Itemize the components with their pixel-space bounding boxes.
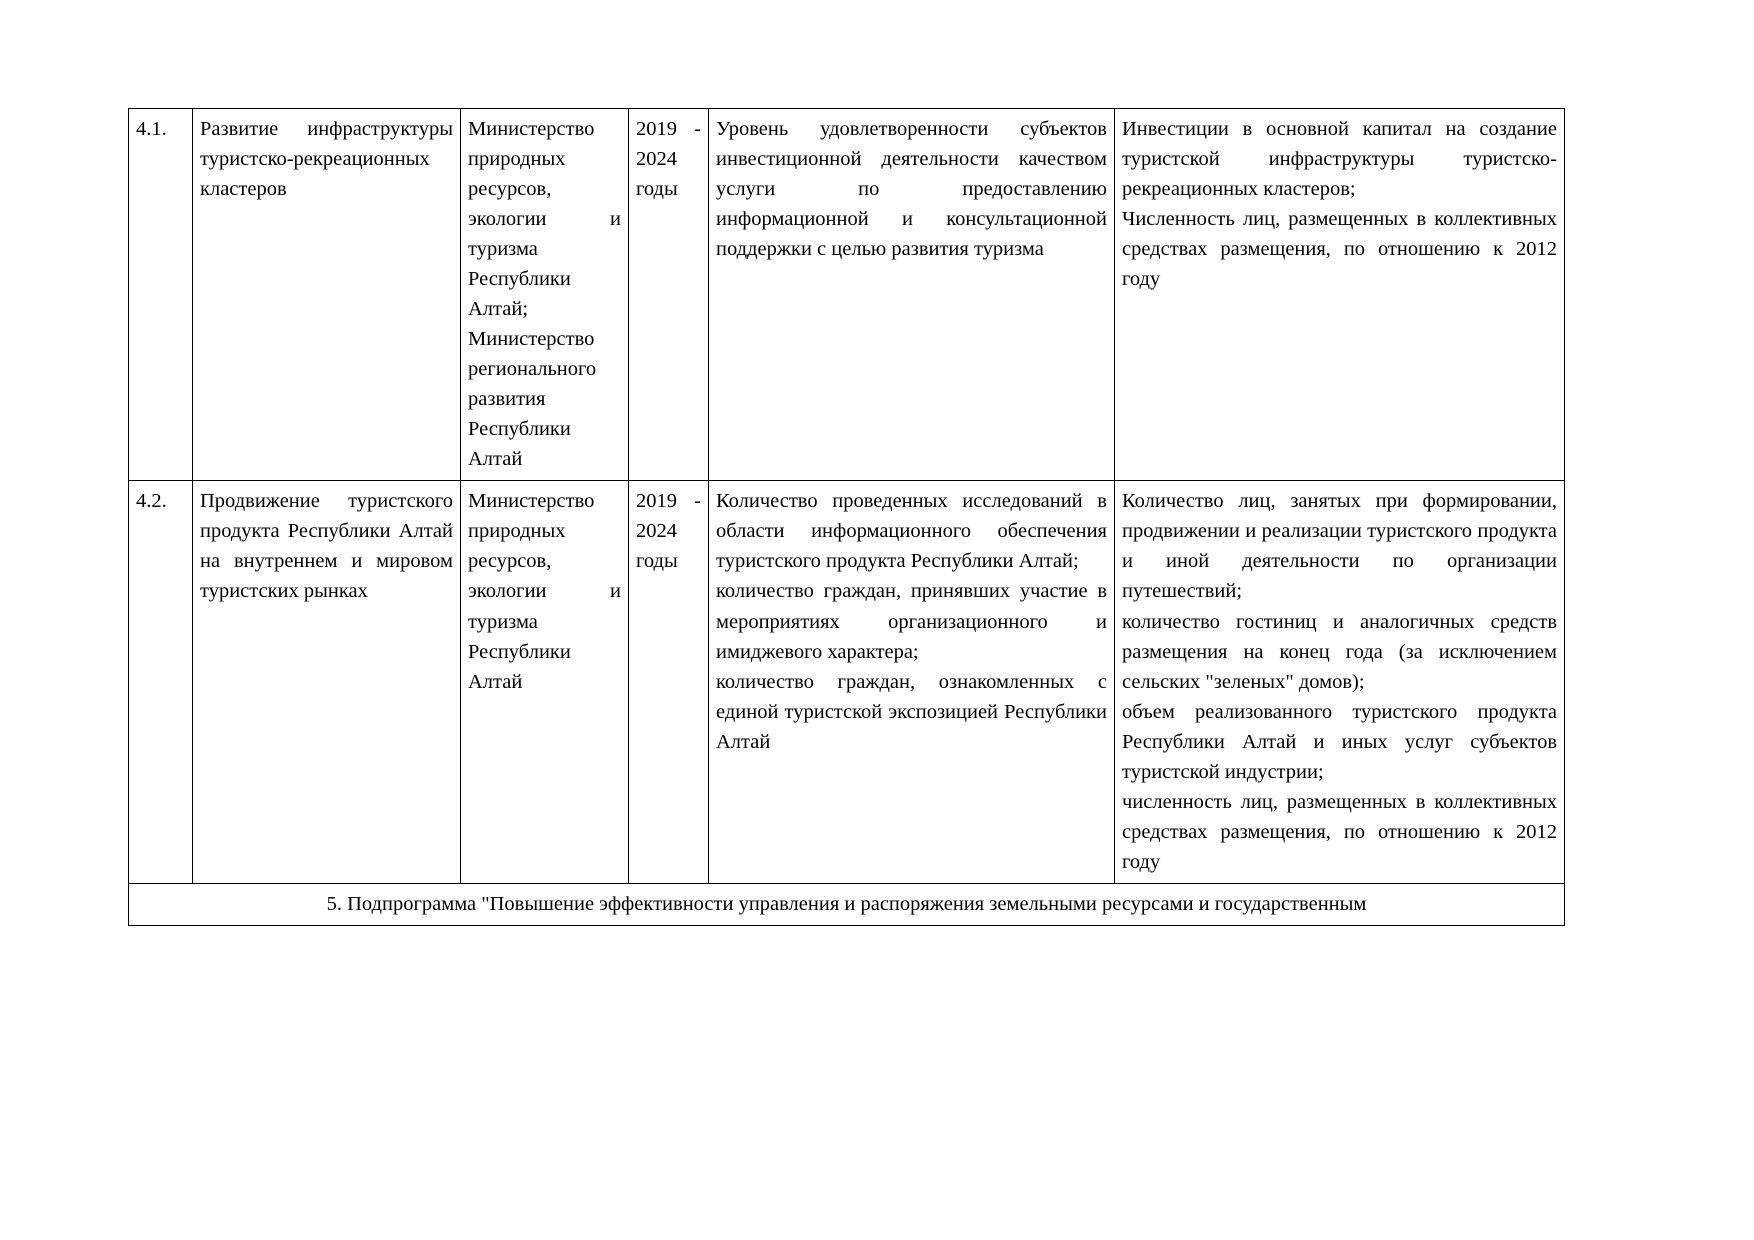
row-number-cell — [129, 109, 193, 481]
program-activities-table — [128, 108, 1565, 926]
row-number: 4.1. — [136, 118, 167, 140]
row-number-cell — [129, 481, 193, 883]
table-row — [129, 109, 1565, 481]
activity-name: Продвижение туристского продукта Республики Алтай на внутреннем и мировом туристских рынках — [200, 490, 453, 603]
indicator-line: количество граждан, ознакомленных с единой туристской экспозицией Республики Алтай — [716, 670, 1107, 753]
activity-name-cell — [193, 481, 461, 883]
indicator-line: количество граждан, принявших участие в мероприятиях организационного и имиджевого характера; — [716, 580, 1107, 663]
executor-line: Министерство регионального развития Республики Алтай — [468, 328, 597, 471]
indicator-cell — [709, 109, 1115, 481]
activity-name-cell — [193, 109, 461, 481]
result-line: Инвестиции в основной капитал на создание туристской инфраструктуры туристско-рекреационных кластеров; — [1122, 118, 1557, 201]
executor-cell — [461, 109, 629, 481]
subprogram-heading-cell — [129, 883, 1565, 925]
result-cell — [1115, 481, 1565, 883]
executor-line: Министерство природных ресурсов, экологии и туризма Республики Алтай — [468, 490, 621, 693]
indicator-cell — [709, 481, 1115, 883]
indicator-line: Уровень удовлетворенности субъектов инвестиционной деятельности качеством услуги по предоставлению информационной и консультационной поддержки с целью развития туризма — [716, 118, 1107, 261]
term-cell — [629, 481, 709, 883]
executor-cell — [461, 481, 629, 883]
table-footer-row — [129, 883, 1565, 925]
result-line: Количество лиц, занятых при формировании, продвижении и реализации туристского продукта и иной деятельности по организации путешествий; — [1122, 490, 1557, 603]
result-line: количество гостиниц и аналогичных средств размещения на конец года (за исключением сельских "зеленых" домов); — [1122, 610, 1557, 693]
term-value: 2019 - 2024 годы — [636, 490, 701, 573]
result-cell — [1115, 109, 1565, 481]
row-number: 4.2. — [136, 490, 167, 513]
term-cell — [629, 109, 709, 481]
subprogram-heading: 5. Подпрограмма "Повышение эффективности управления и распоряжения земельными ресурсами и государственным — [326, 892, 1367, 915]
result-line: численность лиц, размещенных в коллективных средствах размещения, по отношению к 2012 году — [1122, 790, 1557, 873]
result-line: объем реализованного туристского продукта Республики Алтай и иных услуг субъектов туристской индустрии; — [1122, 700, 1557, 783]
table-row — [129, 481, 1565, 883]
result-line: Численность лиц, размещенных в коллективных средствах размещения, по отношению к 2012 году — [1122, 208, 1557, 291]
executor-line: Министерство природных ресурсов, экологии и туризма Республики Алтай; — [468, 118, 621, 321]
term-value: 2019 - 2024 годы — [636, 118, 701, 201]
indicator-line: Количество проведенных исследований в области информационного обеспечения туристского продукта Республики Алтай; — [716, 490, 1107, 573]
activity-name: Развитие инфраструктуры туристско-рекреационных кластеров — [200, 118, 453, 201]
